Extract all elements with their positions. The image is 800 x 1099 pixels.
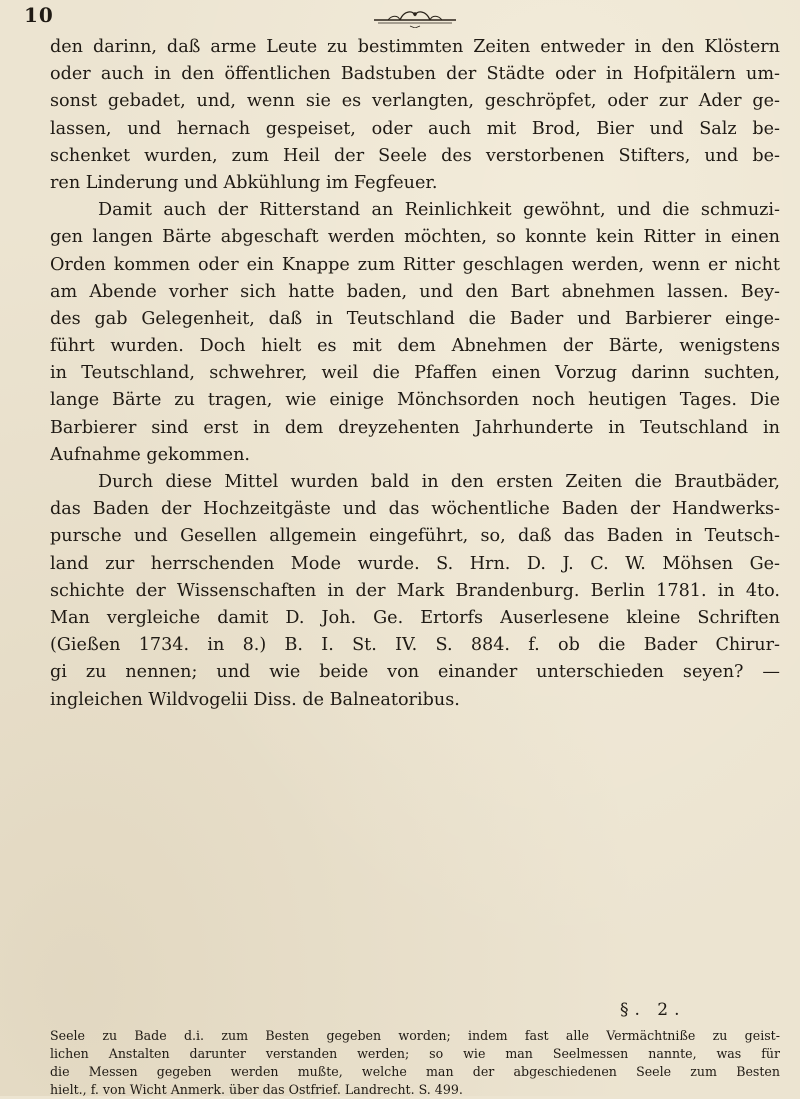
text-line: gen langen Bärte abgeschaft werden möchten, so konnte kein Ritter in einen bbox=[50, 227, 780, 248]
text-line: am Abende vorher sich hatte baden, und den Bart abnehmen lassen. Bey- bbox=[50, 281, 780, 302]
text-line: ren Linderung und Abkühlung im Fegfeuer. bbox=[50, 172, 438, 193]
text-line: den darinn, daß arme Leute zu bestimmten Zeiten entweder in den Klöstern bbox=[50, 37, 780, 57]
text-line: ingleichen Wildvogelii Diss. de Balneatoribus. bbox=[50, 689, 460, 710]
main-text-block bbox=[50, 34, 780, 714]
text-line: Damit auch der Ritterstand an Reinlichkeit gewöhnt, und die schmuzi- bbox=[98, 200, 780, 221]
footnote-line: die Messen gegeben werden mußte, welche man der abgeschiedenen Seele zum Besten bbox=[50, 1064, 780, 1079]
text-line: land zur herrschenden Mode wurde. S. Hrn. D. J. C. W. Möhsen Ge- bbox=[50, 553, 780, 574]
footnote-block bbox=[50, 1027, 780, 1099]
text-line: des gab Gelegenheit, daß in Teutschland die Bader und Barbierer einge- bbox=[50, 308, 780, 329]
text-line: Barbierer sind erst in dem dreyzehenten Jahrhunderte in Teutschland in bbox=[50, 417, 780, 438]
text-line: lassen, und hernach gespeiset, oder auch mit Brod, Bier und Salz be- bbox=[50, 118, 780, 139]
text-line: in Teutschland, schwehrer, weil die Pfaffen einen Vorzug darinn suchten, bbox=[50, 363, 780, 384]
section-mark: §. 2. bbox=[620, 1000, 686, 1020]
footnote-line: Seele zu Bade d.i. zum Besten gegeben worden; indem fast alle Vermächtniße zu geist- bbox=[50, 1028, 780, 1043]
text-line: gi zu nennen; und wie beide von einander unterschieden seyen? — bbox=[50, 662, 780, 683]
page-number: 10 bbox=[24, 3, 54, 27]
text-line: Aufnahme gekommen. bbox=[50, 444, 251, 465]
text-line: pursche und Gesellen allgemein eingeführt, so, daß das Baden in Teutsch- bbox=[50, 526, 780, 547]
text-line: Durch diese Mittel wurden bald in den ersten Zeiten die Brautbäder, bbox=[98, 472, 780, 492]
footnote-line: hielt., f. von Wicht Anmerk. über das Ostfrief. Landrecht. S. 499. bbox=[50, 1082, 463, 1097]
text-line: sonst gebadet, und, wenn sie es verlangten, geschröpfet, oder zur Ader ge- bbox=[50, 91, 780, 112]
text-line: oder auch in den öffentlichen Badstuben der Städte oder in Hofpitälern um- bbox=[50, 64, 780, 85]
text-line: Orden kommen oder ein Knappe zum Ritter geschlagen werden, wenn er nicht bbox=[50, 254, 780, 275]
text-line: führt wurden. Doch hielt es mit dem Abnehmen der Bärte, wenigstens bbox=[50, 336, 780, 357]
text-line: lange Bärte zu tragen, wie einige Mönchsorden noch heutigen Tages. Die bbox=[50, 390, 780, 411]
text-line: (Gießen 1734. in 8.) B. I. St. IV. S. 884. f. ob die Bader Chirur- bbox=[50, 635, 780, 656]
footnote-line: lichen Anstalten darunter verstanden werden; so wie man Seelmessen nannte, was für bbox=[50, 1046, 780, 1061]
text-line: Man vergleiche damit D. Joh. Ge. Ertorfs Auserlesene kleine Schriften bbox=[50, 607, 780, 628]
decorative-rule-ornament bbox=[370, 6, 460, 28]
text-line: schenket wurden, zum Heil der Seele des verstorbenen Stifters, und be- bbox=[50, 145, 780, 166]
text-line: schichte der Wissenschaften in der Mark Brandenburg. Berlin 1781. in 4to. bbox=[50, 580, 780, 601]
text-line: das Baden der Hochzeitgäste und das wöchentliche Baden der Handwerks- bbox=[50, 499, 780, 520]
